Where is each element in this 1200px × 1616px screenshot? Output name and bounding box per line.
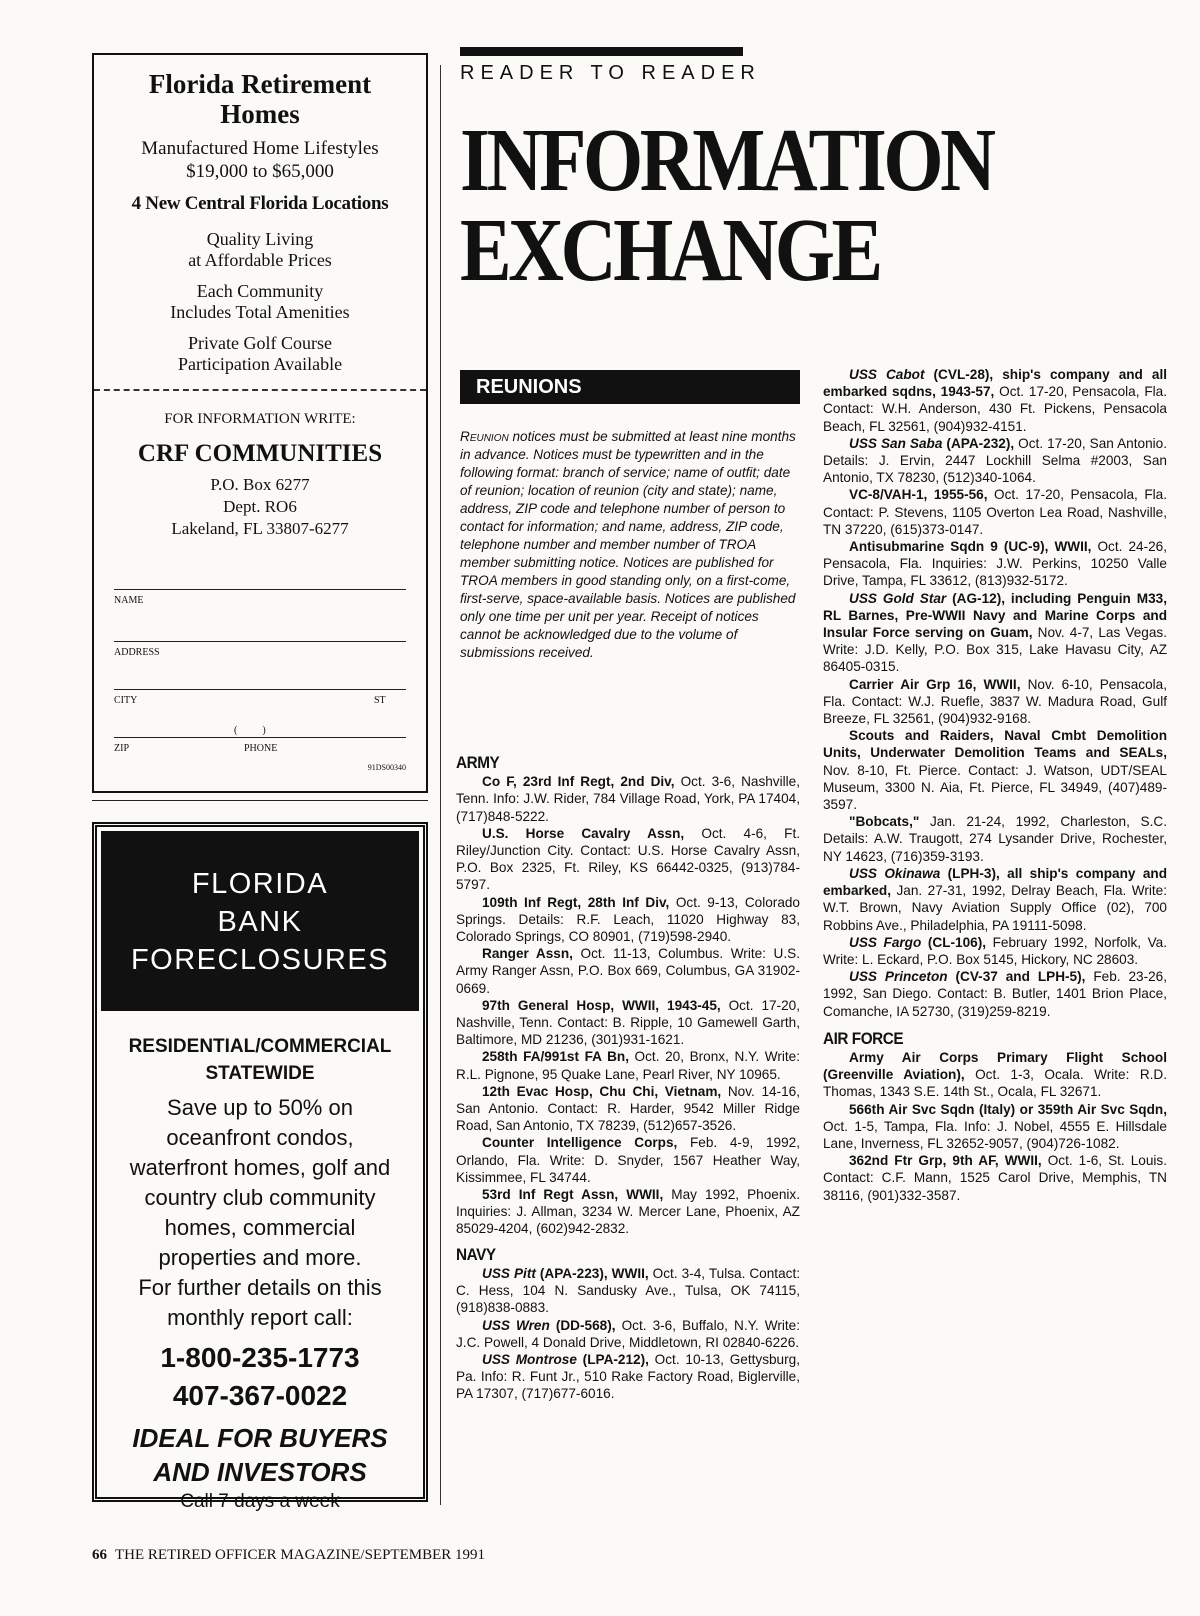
city-label: CITY: [114, 695, 138, 706]
reunion-details: Oct. 24-26, Pensacola, Fla. Inquiries: J.W. Perkins, 10250 Valle Drive, Tampa, FL 33612, (813)932-5172.: [823, 539, 1167, 589]
phone-label: PHONE: [244, 743, 278, 754]
state-label: ST: [374, 695, 386, 706]
unit-name: Counter Intelligence Corps,: [482, 1135, 678, 1151]
ad-heading-line: BANK: [217, 906, 303, 938]
reunion-details: Oct. 3-4, Tulsa. Contact: C. Hess, 104 N. Sandusky Ave., Tulsa, OK 74115, (918)838-0883.: [456, 1265, 800, 1316]
ad-heading-line: FORECLOSURES: [130, 944, 390, 976]
reunion-entry: [823, 1152, 1167, 1204]
army-heading: ARMY: [456, 753, 500, 772]
ad-body-line: homes, commercial: [164, 1215, 356, 1240]
unit-name: (DD-568),: [549, 1317, 616, 1333]
ad-subheading: STATEWIDE: [205, 1063, 315, 1084]
ad-feature-3: [94, 333, 426, 375]
address-line: Dept. RO6: [223, 497, 297, 516]
unit-name: 97th General Hosp, WWII, 1943-45,: [482, 997, 721, 1013]
reunion-details: Oct. 3-6, Buffalo, N.Y. Write: J.C. Powell, 4 Donald Drive, Middletown, RI 02840-6226.: [456, 1317, 801, 1350]
zip-phone-field[interactable]: [114, 737, 406, 738]
page-footer: [92, 1547, 485, 1564]
ship-name: USS Fargo: [849, 934, 922, 950]
reunion-entry: [823, 968, 1167, 1020]
reunion-entry: [456, 1351, 800, 1403]
ship-name: USS Princeton: [849, 969, 948, 985]
unit-name: (LPA-212),: [576, 1351, 649, 1367]
reunion-details: Jan. 21-24, 1992, Charleston, S.C. Details: A.W. Traugott, 274 Lysander Drive, Rochester, NY 14623, (716)359-3193.: [823, 814, 1167, 864]
ad-heading-line: FLORIDA: [191, 868, 329, 900]
ad-body-line: monthly report call:: [167, 1305, 353, 1330]
reunions-intro: [460, 428, 800, 662]
reunion-details: Oct. 4-6, Ft. Riley/Junction City. Contact: U.S. Horse Cavalry Assn, P.O. Box 2325, Ft. Riley, KS 66442-0325, (913)784-5797.: [456, 825, 800, 893]
reunion-details: Oct. 3-6, Nashville, Tenn. Info: J.W. Rider, 784 Village Road, York, PA 17404, (717)848-5222.: [456, 774, 801, 824]
reunion-entry: [456, 1186, 800, 1238]
ship-name: USS Pitt: [482, 1265, 536, 1281]
airforce-heading: AIR FORCE: [823, 1028, 904, 1048]
reunion-entry: [456, 997, 800, 1049]
reunion-details: Nov. 6-10, Pensacola, Fla. Contact: W.J. Ruefle, 3837 W. Madura Road, Gulf Breeze, FL 32561, (904)932-9168.: [823, 676, 1167, 727]
reunion-entry: [456, 1048, 800, 1082]
unit-name: (AG-12), including Penguin M33, RL Barnes, Pre-WWII Navy and Marine Corps and Insular Force serving on Guam,: [823, 590, 1167, 641]
reunion-entry: [823, 865, 1167, 934]
reunion-entry: [456, 773, 800, 825]
reunion-entry: [456, 825, 800, 894]
coupon-cut-line: [94, 389, 426, 391]
ad-feature-line: Includes Total Amenities: [170, 302, 350, 322]
airforce-list: [823, 1049, 1167, 1204]
reunion-details: Oct. 1-3, Ocala. Write: R.D. Thomas, 1343 S.E. 14th St., Ocala, FL 32671.: [823, 1067, 1168, 1100]
intro-text: notices must be submitted at least nine months in advance. Notices must be typewritten and in the following format: branch of service; name of outfit; date of reunion; location of reunion (city and state); name, address, ZIP code and telephone number of person to contact for information; and name, address, ZIP code, telephone number and member number of TROA member submitting notice. Notices are published for TROA members in good standing only, on a first-come, first-serve, space-available basis. Notices are published only one time per unit per year. Receipt of notices cannot be acknowledged due to the volume of submissions received.: [460, 429, 796, 660]
page-title: [460, 111, 993, 300]
ad-feature-line: Participation Available: [177, 354, 343, 374]
unit-name: 566th Air Svc Sqdn (Italy) or 359th Air Svc Sqdn,: [849, 1101, 1167, 1117]
reunion-details: Jan. 27-31, 1992, Delray Beach, Fla. Write: W.T. Brown, Navy Aviation Supply Office (02), 700 Robbins Ave., Philadelphia, PA 19111-5098.: [823, 883, 1167, 933]
info-label: FOR INFORMATION WRITE:: [164, 411, 356, 427]
reunion-details: Oct. 11-13, Columbus. Write: U.S. Army Ranger Assn, P.O. Box 669, Columbus, GA 31902-0669.: [456, 946, 800, 996]
ad-feature-2: [94, 281, 426, 323]
ship-name: USS San Saba: [849, 435, 943, 451]
unit-name: Army Air Corps Primary Flight School (Greenville Aviation),: [823, 1049, 1167, 1083]
unit-name: (CV-37 and LPH-5),: [947, 969, 1086, 985]
reunion-details: Oct. 10-13, Gettysburg, Pa. Info: R. Funt Jr., 510 Rake Factory Road, Biglerville, PA 17307, (717)677-6016.: [456, 1351, 800, 1402]
ad-subtitle-line: Manufactured Home Lifestyles: [141, 138, 379, 159]
ad-feature-line: Quality Living: [206, 229, 314, 249]
reunion-entry: [456, 1134, 800, 1186]
ad-feature-line: at Affordable Prices: [188, 250, 332, 270]
unit-name: U.S. Horse Cavalry Assn,: [482, 825, 685, 841]
reunion-entry: [456, 894, 800, 946]
reunion-entry: [823, 435, 1167, 487]
unit-name: (APA-223), WWII,: [535, 1265, 649, 1281]
reunion-details: Oct. 17-20, Pensacola, Fla. Contact: W.H. Anderson, 430 Ft. Pickens, Pensacola Beach, FL 32561, (904)932-4151.: [823, 384, 1167, 434]
reunion-entry: [823, 676, 1167, 728]
reunion-details: Oct. 1-6, St. Louis. Contact: C.F. Mann, 1525 Carol Drive, Memphis, TN 38116, (901)332-3587.: [823, 1153, 1167, 1203]
unit-name: (LPH-3), all ship's company and embarked,: [823, 865, 1167, 899]
bank-foreclosures-ad: [92, 822, 428, 1512]
ad-body-text: [101, 1093, 419, 1333]
footer-text: THE RETIRED OFFICER MAGAZINE/SEPTEMBER 1991: [115, 1547, 486, 1563]
ad-price: $19,000 to $65,000: [186, 161, 334, 182]
title-line: INFORMATION: [460, 111, 993, 210]
address-line: Lakeland, FL 33807-6277: [171, 519, 349, 538]
phone-number: 407-367-0022: [172, 1380, 348, 1411]
navy-list-continued: [823, 366, 1167, 1020]
unit-name: Co F, 23rd Inf Regt, 2nd Div,: [482, 774, 675, 790]
reunion-entry: [823, 813, 1167, 865]
section-kicker: READER TO READER: [460, 62, 761, 84]
reunion-details: Oct. 20, Bronx, N.Y. Write: R.L. Pignone, 95 Quake Lane, Pearl River, NY 10965.: [456, 1049, 800, 1082]
reunion-entry: [456, 1317, 800, 1351]
reunion-details: Nov. 14-16, San Antonio. Contact: R. Harder, 9542 Miller Ridge Road, San Antonio, TX 78239, (512)657-3526.: [456, 1083, 800, 1134]
reunion-entry: [823, 486, 1167, 538]
ship-name: USS Cabot: [849, 367, 925, 382]
name-label: NAME: [114, 595, 144, 606]
reunions-heading: REUNIONS: [460, 370, 800, 404]
page-number: 66: [92, 1547, 107, 1563]
unit-name: 362nd Ftr Grp, 9th AF, WWII,: [849, 1153, 1042, 1169]
reunion-details: Oct. 1-5, Tampa, Fla. Info: J. Nobel, 4555 E. Hillsdale Lane, Inverness, FL 32652-9057, (904)726-1082.: [823, 1118, 1167, 1151]
unit-name: 258th FA/991st FA Bn,: [482, 1049, 629, 1065]
ship-name: USS Montrose: [482, 1351, 577, 1367]
unit-name: Antisubmarine Sqdn 9 (UC-9), WWII,: [849, 539, 1092, 555]
reunion-details: Feb. 23-26, 1992, San Diego. Contact: B. Butler, 1401 Brion Place, Comanche, IA 52730, (319)259-8219.: [823, 969, 1167, 1019]
ad-body-line: For further details on this: [138, 1275, 382, 1300]
reunion-details: February 1992, Norfolk, Va. Write: L. Eckard, P.O. Box 5145, Hickory, NC 28603.: [823, 934, 1168, 967]
reunion-entry: [456, 1083, 800, 1135]
address-field[interactable]: [114, 641, 406, 642]
column-left: [456, 752, 800, 1403]
ship-name: USS Gold Star: [849, 590, 947, 606]
phone-parens: ( ): [234, 725, 266, 736]
reunion-entry: [823, 727, 1167, 813]
zip-label: ZIP: [114, 743, 129, 754]
address-line: P.O. Box 6277: [210, 475, 310, 494]
ad-tagline-small: Call 7 days a week: [180, 1491, 340, 1512]
company-address: [94, 474, 426, 540]
ad-body-line: country club community: [144, 1185, 376, 1210]
reunion-entry: [823, 934, 1167, 968]
ad-feature-1: [94, 229, 426, 271]
unit-name: (APA-232),: [942, 435, 1015, 451]
reunion-entry: [456, 945, 800, 997]
ad-subheading: RESIDENTIAL/COMMERCIAL: [128, 1036, 392, 1057]
unit-name: (CVL-28), ship's company and all embarked sqdns, 1943-57,: [823, 367, 1167, 400]
reunion-entry: [823, 590, 1167, 676]
intro-lead: Reunion: [460, 429, 509, 444]
unit-name: VC-8/VAH-1, 1955-56,: [849, 487, 988, 503]
navy-heading: NAVY: [456, 1244, 496, 1264]
city-field[interactable]: [114, 689, 406, 690]
reunion-entry: [456, 1265, 800, 1317]
ad-tagline: IDEAL FOR BUYERS: [132, 1423, 388, 1453]
ad-body: [101, 1033, 419, 1513]
name-field[interactable]: [114, 589, 406, 590]
phone-number: 1-800-235-1773: [160, 1342, 360, 1373]
ad-feature-line: Each Community: [196, 281, 324, 301]
reunion-details: Oct. 17-20, San Antonio. Details: J. Ervin, 2447 Lockhill Selma #2003, San Antonio, TX 78230, (512)340-1064.: [823, 435, 1167, 486]
reunion-entry: [823, 538, 1167, 590]
company-name: CRF COMMUNITIES: [137, 440, 383, 467]
ad-body-line: waterfront homes, golf and: [129, 1155, 391, 1180]
ad-divider: [92, 800, 428, 801]
ad-body-line: oceanfront condos,: [166, 1125, 354, 1150]
unit-name: 53rd Inf Regt Assn, WWII,: [482, 1187, 664, 1203]
reunion-details: Oct. 17-20, Nashville, Tenn. Contact: B. Ripple, 10 Gamewell Garth, Baltimore, MD 21236, (301)931-1621.: [456, 997, 800, 1048]
header-rule: [460, 47, 743, 56]
unit-name: Carrier Air Grp 16, WWII,: [849, 676, 1021, 692]
column-rule: [440, 65, 441, 1505]
army-list: [456, 773, 800, 1237]
reunion-entry: [823, 366, 1167, 435]
navy-list: [456, 1265, 800, 1403]
reunion-entry: [823, 1049, 1167, 1101]
ship-name: USS Wren: [482, 1317, 550, 1333]
ad-tagline: AND INVESTORS: [153, 1457, 367, 1487]
ad-feature-line: Private Golf Course: [188, 333, 332, 353]
reunion-details: Feb. 4-9, 1992, Orlando, Fla. Write: D. Snyder, 1567 Heather Way, Kissimmee, FL 34744.: [456, 1135, 800, 1185]
ad-body-line: properties and more.: [158, 1245, 362, 1270]
column-right: [823, 366, 1167, 1204]
retirement-homes-ad: [92, 53, 428, 793]
reunion-details: May 1992, Phoenix. Inquiries: J. Allman, 3234 W. Mercer Lane, Phoenix, AZ 85029-4204, (602)942-2832.: [456, 1187, 801, 1237]
ad-code: 91DS00340: [367, 763, 406, 772]
unit-name: 109th Inf Regt, 28th Inf Div,: [482, 894, 670, 910]
ad-title: Florida Retirement Homes: [148, 69, 372, 129]
unit-name: Scouts and Raiders, Naval Cmbt Demolition Units, Underwater Demolition Teams and SEALs,: [823, 728, 1167, 761]
reunion-entry: [823, 1101, 1167, 1153]
unit-name: (CL-106),: [921, 934, 987, 950]
ad-heading-block: [101, 831, 419, 1011]
ad-locations: 4 New Central Florida Locations: [131, 193, 389, 214]
ship-name: USS Okinawa: [849, 865, 941, 881]
address-label: ADDRESS: [114, 647, 160, 658]
unit-name: Ranger Assn,: [482, 946, 573, 962]
reunion-details: Nov. 4-7, Las Vegas. Write: J.D. Kelly, P.O. Box 315, Lake Havasu City, AZ 86405-0315.: [823, 625, 1167, 675]
unit-name: 12th Evac Hosp, Chu Chi, Vietnam,: [482, 1083, 722, 1099]
title-line: EXCHANGE: [460, 201, 880, 300]
reunion-details: Oct. 17-20, Pensacola, Fla. Contact: P. Stevens, 1105 Overton Lea Road, Nashville, TN 37220, (615)373-0147.: [823, 487, 1167, 537]
reunion-details: Nov. 8-10, Ft. Pierce. Contact: J. Watson, UDT/SEAL Museum, 3300 N. Aia, Ft. Pierce, FL 34949, (407)489-3597.: [823, 762, 1167, 813]
unit-name: "Bobcats,": [849, 814, 920, 830]
reunion-details: Oct. 9-13, Colorado Springs. Details: R.F. Leach, 11020 Highway 83, Colorado Springs, CO 80901, (719)598-2940.: [456, 894, 800, 945]
ad-subtitle: [94, 137, 426, 183]
ad-body-line: Save up to 50% on: [167, 1095, 353, 1120]
